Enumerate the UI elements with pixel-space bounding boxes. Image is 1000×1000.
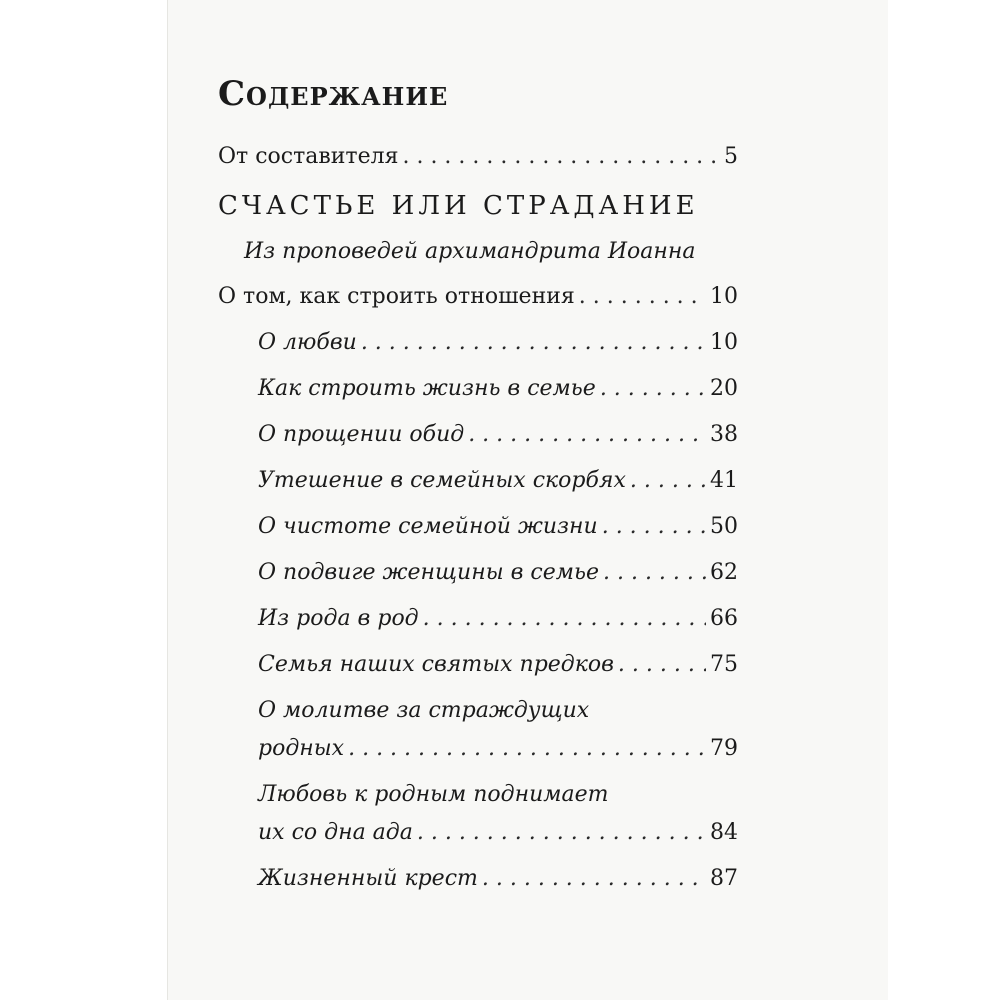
- toc-entry-page: 75: [710, 652, 738, 677]
- toc-entry-label: Жизненный крест: [258, 866, 478, 891]
- table-of-contents: [218, 72, 738, 906]
- dot-leader: [618, 646, 706, 684]
- section-title: СЧАСТЬЕ ИЛИ СТРАДАНИЕ: [218, 191, 699, 221]
- toc-title: Содержание: [218, 74, 449, 114]
- toc-entry-page: 62: [710, 560, 738, 585]
- dot-leader: [348, 730, 706, 768]
- toc-entry-page: 84: [710, 820, 738, 845]
- toc-subentry: [218, 600, 738, 638]
- toc-entry-page: 79: [710, 736, 738, 761]
- toc-subentry: [218, 462, 738, 500]
- toc-entry-label: О том, как строить отношения: [218, 284, 575, 309]
- toc-entry-page: 10: [710, 284, 738, 309]
- toc-entry-page: 41: [710, 468, 738, 493]
- toc-entry-label: От составителя: [218, 144, 399, 169]
- toc-entry-page: 66: [710, 606, 738, 631]
- toc-subentry: [218, 860, 738, 898]
- dot-leader: [603, 554, 706, 592]
- toc-entry-label-line1: Любовь к родным поднимает: [258, 782, 609, 807]
- toc-subentry: [218, 692, 738, 768]
- toc-subentry: [218, 508, 738, 546]
- toc-entry-label: О чистоте семейной жизни: [258, 514, 598, 539]
- dot-leader: [423, 600, 706, 638]
- toc-subentry: [218, 416, 738, 454]
- toc-entry-page: 50: [710, 514, 738, 539]
- toc-entry-label: Как строить жизнь в семье: [258, 376, 596, 401]
- dot-leader: [579, 278, 706, 316]
- toc-subentry: [218, 646, 738, 684]
- dot-leader: [482, 860, 706, 898]
- dot-leader: [630, 462, 706, 500]
- toc-entry-page: 20: [710, 376, 738, 401]
- toc-entry-label: О любви: [258, 330, 357, 355]
- toc-entry-label-line2: родных: [258, 736, 345, 761]
- toc-subentry: [218, 776, 738, 852]
- toc-subentry: [218, 370, 738, 408]
- dot-leader: [402, 138, 720, 176]
- dot-leader: [468, 416, 706, 454]
- dot-leader: [417, 814, 706, 852]
- dot-leader: [361, 324, 706, 362]
- toc-entry-line2: [258, 730, 738, 768]
- toc-entry-label: Из рода в род: [258, 606, 419, 631]
- toc-entry-page: 38: [710, 422, 738, 447]
- dot-leader: [600, 370, 706, 408]
- toc-entry-page: 5: [724, 144, 738, 169]
- dot-leader: [602, 508, 706, 546]
- toc-entry: [218, 138, 738, 176]
- toc-entry-label: О подвиге женщины в семье: [258, 560, 599, 585]
- toc-subentry: [218, 554, 738, 592]
- toc-entry-line2: [258, 814, 738, 852]
- toc-entry-label: Утешение в семейных скорбях: [258, 468, 626, 493]
- toc-entry-page: 10: [710, 330, 738, 355]
- toc-subentry: [218, 324, 738, 362]
- toc-entry-label-line1: О молитве за страждущих: [258, 698, 590, 723]
- toc-entry: [218, 278, 738, 316]
- toc-entry-label: Семья наших святых предков: [258, 652, 614, 677]
- toc-entry-label-line2: их со дна ада: [258, 820, 413, 845]
- section-subtitle: Из проповедей архимандрита Иоанна: [244, 239, 696, 264]
- toc-entry-label: О прощении обид: [258, 422, 465, 447]
- toc-entry-page: 87: [710, 866, 738, 891]
